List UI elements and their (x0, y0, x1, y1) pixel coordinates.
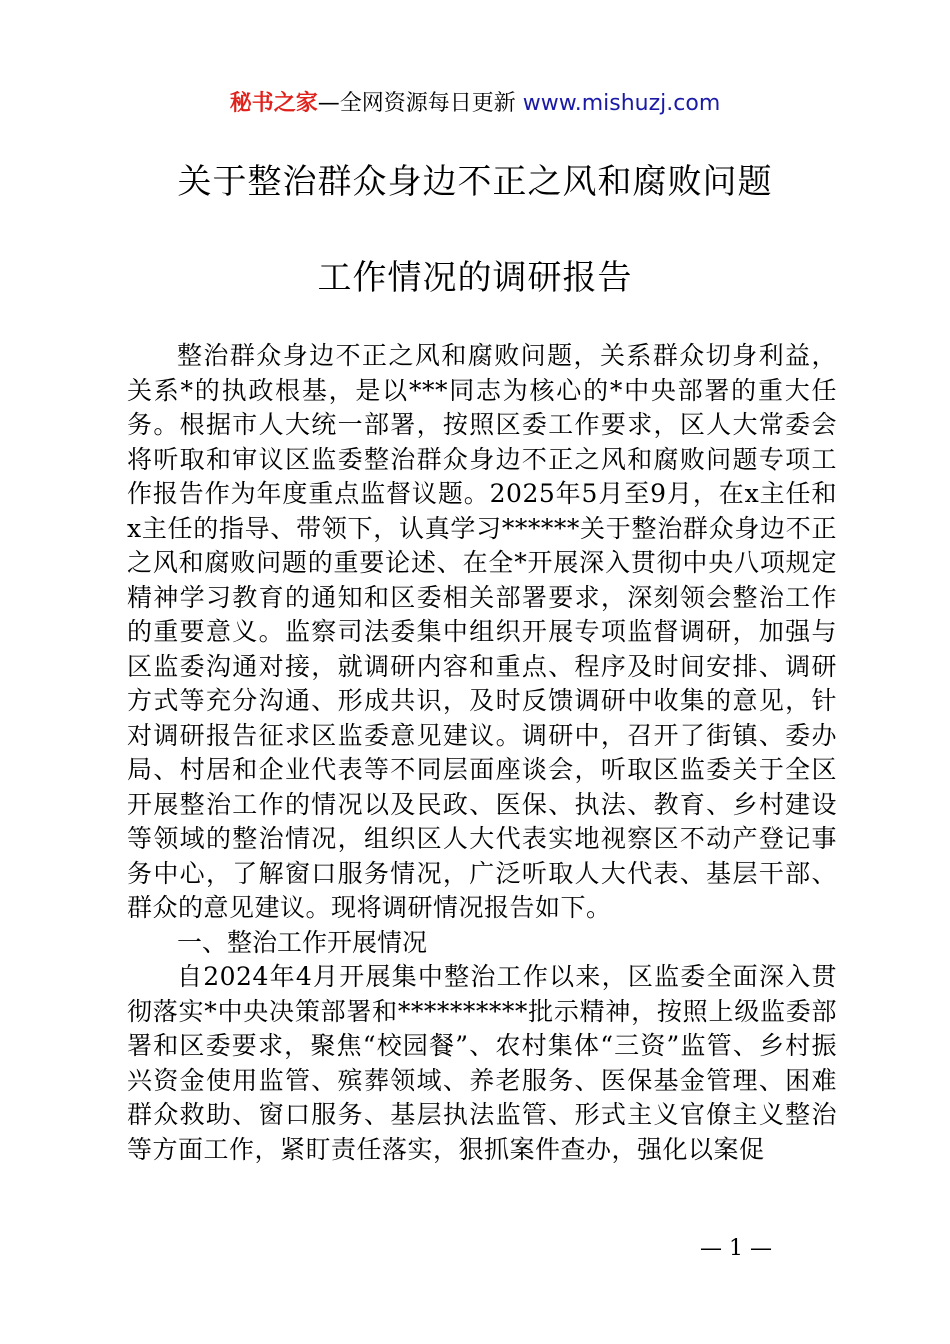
site-header (0, 88, 950, 120)
intro-paragraph: 整治群众身边不正之风和腐败问题，关系群众切身利益，关系*的执政根基，是以***同志为核心的*中央部署的重大任务。根据市人大统一部署，按照区委工作要求，区人大常委会将听取和审议区监委整治群众身边不正之风和腐败问题专项工作报告作为年度重点监督议题。2025年5月至9月，在x主任和x主任的指导、带领下，认真学习******关于整治群众身边不正之风和腐败问题的重要论述、在全*开展深入贯彻中央八项规定精神学习教育的通知和区委相关部署要求，深刻领会整治工作的重要意义。监察司法委集中组织开展专项监督调研，加强与区监委沟通对接，就调研内容和重点、程序及时间安排、调研方式等充分沟通、形成共识，及时反馈调研中收集的意见，针对调研报告征求区监委意见建议。调研中，召开了街镇、委办局、村居和企业代表等不同层面座谈会，听取区监委关于全区开展整治工作的情况以及民政、医保、执法、教育、乡村建设等领域的整治情况，组织区人大代表实地视察区不动产登记事务中心，了解窗口服务情况，广泛听取人大代表、基层干部、群众的意见建议。现将调研情况报告如下。 (127, 341, 837, 922)
document-body (127, 339, 837, 1167)
site-brand: 秘书之家 (229, 91, 318, 116)
site-url-link[interactable]: www.mishuzj.com (522, 91, 721, 116)
page-number: — 1 — (700, 1236, 772, 1261)
site-tagline: —全网资源每日更新 (317, 91, 516, 116)
document-title-line-1: 关于整治群众身边不正之风和腐败问题 (177, 162, 773, 202)
document-title-line-2: 工作情况的调研报告 (317, 258, 633, 298)
section-paragraph: 自2024年4月开展集中整治工作以来，区监委全面深入贯彻落实*中央决策部署和**********批示精神，按照上级监委部署和区委要求，聚焦“校园餐”、农村集体“三资”监管、乡村振兴资金使用监管、殡葬领域、养老服务、医保基金管理、困难群众救助、窗口服务、基层执法监管、形式主义官僚主义整治等方面工作，紧盯责任落实，狠抓案件查办，强化以案促 (127, 962, 837, 1164)
section-heading: 一、整治工作开展情况 (177, 927, 428, 957)
